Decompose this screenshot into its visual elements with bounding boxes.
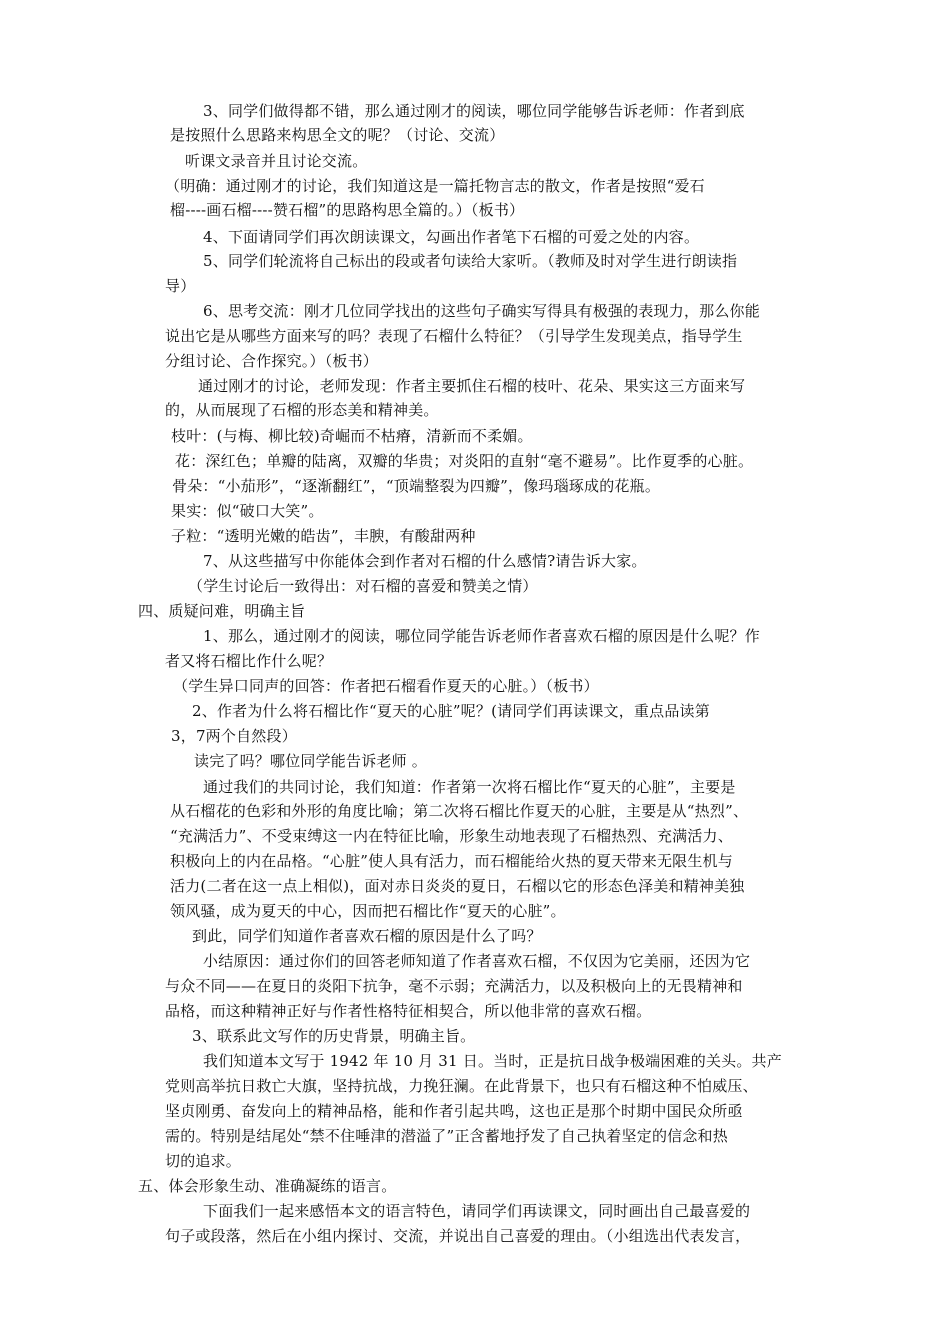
text-line: 7、从这些描写中你能体会到作者对石榴的什么感情?请告诉大家。 <box>203 552 647 570</box>
text-line: 听课文录音并且讨论交流。 <box>185 152 368 170</box>
text-line: 下面我们一起来感悟本文的语言特色，请同学们再读课文，同时画出自己最喜爱的 <box>203 1202 751 1220</box>
text-line: 坚贞刚勇、奋发向上的精神品格，能和作者引起共鸣，这也正是那个时期中国民众所亟 <box>165 1102 743 1120</box>
text-line: 读完了吗？哪位同学能告诉老师 。 <box>194 752 427 770</box>
text-line: 积极向上的内在品格。“心脏”使人具有活力，而石榴能给火热的夏天带来无限生机与 <box>170 852 733 870</box>
text-line: 5、同学们轮流将自己标出的段或者句读给大家听。（教师及时对学生进行朗读指 <box>203 252 738 270</box>
text-line: 从石榴花的色彩和外形的角度比喻；第二次将石榴比作夏天的心脏，主要是从“热烈”、 <box>170 802 749 820</box>
text-line: （明确：通过刚才的讨论，我们知道这是一篇托物言志的散文，作者是按照“爱石 <box>165 177 705 195</box>
text-line: 3、联系此文写作的历史背景，明确主旨。 <box>192 1027 476 1045</box>
text-line: 2、作者为什么将石榴比作“夏天的心脏”呢？(请同学们再读课文，重点品读第 <box>192 702 710 720</box>
text-line: 通过我们的共同讨论，我们知道：作者第一次将石榴比作“夏天的心脏”，主要是 <box>203 778 736 796</box>
text-line: 者又将石榴比作什么呢？ <box>165 652 333 670</box>
text-line: 榴----画石榴----赞石榴”的思路构思全篇的。）（板书） <box>170 201 525 219</box>
text-line: 句子或段落，然后在小组内探讨、交流，并说出自己喜爱的理由。（小组选出代表发言， <box>165 1227 751 1245</box>
text-line: 骨朵：“小茄形”，“逐渐翻红”，“顶端整裂为四瓣”，像玛瑙琢成的花瓶。 <box>172 477 661 495</box>
text-line: 我们知道本文写于 1942 年 10 月 31 日。当时，正是抗日战争极端困难的关头。共产 <box>203 1052 782 1070</box>
text-line: 花：深红色；单瓣的陆离，双瓣的华贵；对炎阳的直射“毫不避易”。比作夏季的心脏。 <box>175 452 754 470</box>
text-line: 分组讨论、合作探究。）（板书） <box>165 352 379 370</box>
text-line: 通过刚才的讨论，老师发现：作者主要抓住石榴的枝叶、花朵、果实这三方面来写 <box>198 377 746 395</box>
text-line: 子粒：“透明光嫩的皓齿”，丰腴，有酸甜两种 <box>171 527 476 545</box>
text-line: 3，7两个自然段） <box>171 727 297 745</box>
text-line: 3、同学们做得都不错，那么通过刚才的阅读，哪位同学能够告诉老师：作者到底 <box>203 102 745 120</box>
text-line: 的，从而展现了石榴的形态美和精神美。 <box>165 401 439 419</box>
text-line: 导） <box>165 277 196 295</box>
text-line: 1、那么，通过刚才的阅读，哪位同学能告诉老师作者喜欢石榴的原因是什么呢？作 <box>203 627 760 645</box>
text-line: 是按照什么思路来构思全文的呢？（讨论、交流） <box>170 126 505 144</box>
text-line: 品格，而这种精神正好与作者性格特征相契合，所以他非常的喜欢石榴。 <box>165 1002 652 1020</box>
text-line: 需的。特别是结尾处“禁不住唾津的潜溢了”正含蓄地抒发了自己执着坚定的信念和热 <box>165 1127 728 1145</box>
section-heading: 四、质疑问难，明确主旨 <box>138 602 306 620</box>
text-line: “充满活力”、不受束缚这一内在特征比喻，形象生动地表现了石榴热烈、充满活力、 <box>170 827 733 845</box>
text-line: （学生讨论后一致得出：对石榴的喜爱和赞美之情） <box>188 577 538 595</box>
text-line: 小结原因：通过你们的回答老师知道了作者喜欢石榴，不仅因为它美丽，还因为它 <box>203 952 751 970</box>
text-line: 切的追求。 <box>165 1152 242 1170</box>
text-line: 与众不同——在夏日的炎阳下抗争，毫不示弱；充满活力，以及积极向上的无畏精神和 <box>165 977 743 995</box>
text-line: 6、思考交流：刚才几位同学找出的这些句子确实写得具有极强的表现力，那么你能 <box>203 302 760 320</box>
text-line: 果实：似“破口大笑”。 <box>171 502 324 520</box>
text-line: 到此，同学们知道作者喜欢石榴的原因是什么了吗？ <box>192 927 542 945</box>
text-line: （学生异口同声的回答：作者把石榴看作夏天的心脏。）（板书） <box>173 677 599 695</box>
text-line: 领风骚，成为夏天的中心，因而把石榴比作“夏天的心脏”。 <box>170 902 566 920</box>
section-heading: 五、体会形象生动、准确凝练的语言。 <box>138 1177 397 1195</box>
text-line: 枝叶：(与梅、柳比较)奇崛而不枯瘠，清新而不柔媚。 <box>171 427 533 445</box>
text-line: 说出它是从哪些方面来写的吗？表现了石榴什么特征？（引导学生发现美点，指导学生 <box>165 327 743 345</box>
text-line: 活力(二者在这一点上相似)，面对赤日炎炎的夏日，石榴以它的形态色泽美和精神美独 <box>170 877 745 895</box>
text-line: 党则高举抗日救亡大旗，坚持抗战，力挽狂澜。在此背景下，也只有石榴这种不怕威压、 <box>165 1077 758 1095</box>
text-line: 4、下面请同学们再次朗读课文，勾画出作者笔下石榴的可爱之处的内容。 <box>203 228 700 246</box>
